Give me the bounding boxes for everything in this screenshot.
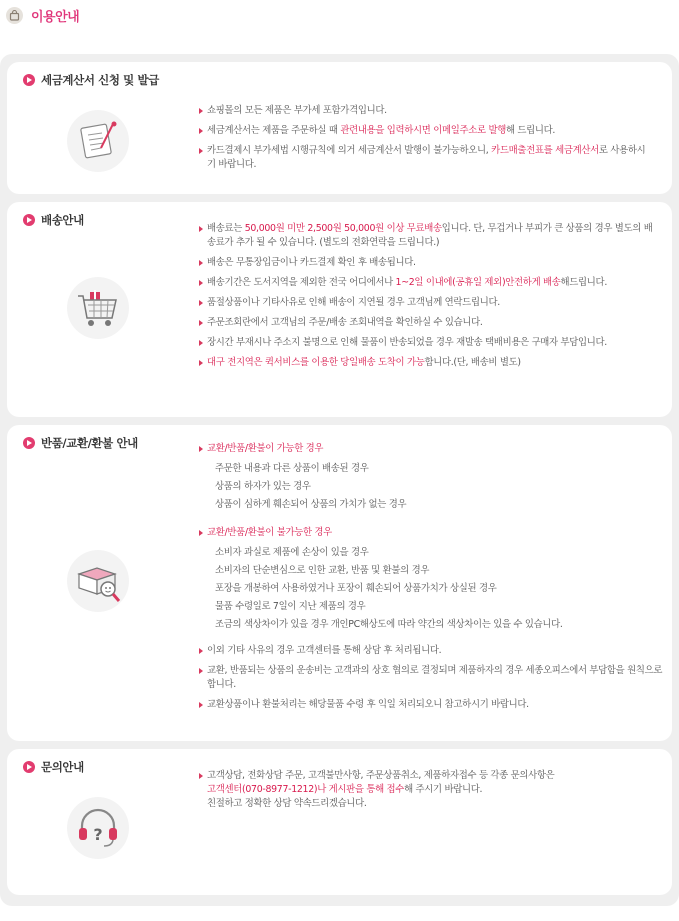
list-item: 쇼핑몰의 모든 제품은 부가세 포함가격입니다.	[198, 104, 648, 118]
shopping-bag-icon	[6, 7, 23, 24]
inquiry-text	[198, 769, 658, 817]
list-item: 상품의 하자가 있는 경우	[215, 481, 311, 492]
possible-heading: 교환/반품/환불이 가능한 경우	[198, 442, 663, 456]
section-title: 반품/교환/환불 안내	[23, 435, 138, 451]
section-delivery	[7, 202, 672, 417]
list-item: 조금의 색상차이가 있을 경우 개인PC해상도에 따라 약간의 색상차이는 있을 수 있습니다.	[215, 619, 563, 630]
tax-invoice-list	[198, 104, 648, 178]
list-item: 배송료는 50,000원 미만 2,500원 50,000원 이상 무료배송입니다. 단, 무겁거나 부피가 큰 상품의 경우 별도의 배송료가 추가 될 수 있습니다. (별도의 전화연락을 드립니다.)	[198, 222, 653, 250]
list-item: 이외 기타 사유의 경우 고객센터를 통해 상담 후 처리됩니다.	[198, 644, 663, 658]
section-title: 문의안내	[23, 759, 84, 775]
play-bullet-icon	[23, 437, 35, 449]
list-item: 배송은 무통장입금이나 카드결제 확인 후 배송됩니다.	[198, 256, 653, 270]
document-pen-icon	[67, 110, 129, 172]
list-item: 품절상품이나 기타사유로 인해 배송이 지연될 경우 고객님께 연락드립니다.	[198, 296, 653, 310]
svg-text:?: ?	[93, 825, 103, 844]
box-magnifier-icon	[67, 550, 129, 612]
delivery-list	[198, 222, 653, 376]
list-item: 고객상담, 전화상담 주문, 고객불만사항, 주문상품취소, 제품하자접수 등 각종 문의사항은 고객센터(070-8977-1212)나 게시판을 통해 접수해 주시기 바랍니다. 친절하고 정확한 상담 약속드리겠습니다.	[198, 769, 658, 811]
section-tax-invoice	[7, 62, 672, 194]
list-item: 교환상품이나 환불처리는 해당물품 수령 후 익일 처리되오니 참고하시기 바랍니다.	[198, 698, 663, 712]
shopping-cart-icon	[67, 277, 129, 339]
impossible-heading: 교환/반품/환불이 불가능한 경우	[198, 526, 663, 540]
section-returns	[7, 425, 672, 741]
returns-content	[198, 442, 663, 718]
list-item: 세금계산서는 제품을 주문하실 때 관련내용을 입력하시면 이메일주소로 발행해 드립니다.	[198, 124, 648, 138]
list-item: 상품이 심하게 훼손되어 상품의 가치가 없는 경우	[215, 499, 407, 510]
list-item: 소비자의 단순변심으로 인한 교환, 반품 및 환불의 경우	[215, 565, 430, 576]
list-item: 소비자 과실로 제품에 손상이 있을 경우	[215, 547, 369, 558]
play-bullet-icon	[23, 74, 35, 86]
info-panel	[0, 54, 679, 906]
play-bullet-icon	[23, 214, 35, 226]
page-title: 이용안내	[31, 9, 80, 25]
page-header	[6, 5, 79, 25]
list-item: 주문조회란에서 고객님의 주문/배송 조회내역을 확인하실 수 있습니다.	[198, 316, 653, 330]
list-item: 주문한 내용과 다른 상품이 배송된 경우	[215, 463, 369, 474]
section-title: 배송안내	[23, 212, 84, 228]
play-bullet-icon	[23, 761, 35, 773]
list-item: 카드결제시 부가세법 시행규칙에 의거 세금계산서 발행이 불가능하오니, 카드매출전표를 세금계산서로 사용하시기 바랍니다.	[198, 144, 648, 172]
headset-question-icon	[67, 797, 129, 859]
list-item: 물품 수령일로 7일이 지난 제품의 경우	[215, 601, 366, 612]
list-item: 포장을 개봉하여 사용하였거나 포장이 훼손되어 상품가치가 상실된 경우	[215, 583, 497, 594]
list-item: 교환, 반품되는 상품의 운송비는 고객과의 상호 협의로 결정되며 제품하자의 경우 세종오피스에서 부담함을 원칙으로 합니다.	[198, 664, 663, 692]
list-item: 장시간 부재시나 주소지 불명으로 인해 물품이 반송되었을 경우 재발송 택배비용은 구매자 부담입니다.	[198, 336, 653, 350]
list-item: 배송기간은 도서지역을 제외한 전국 어디에서나 1~2일 이내에(공휴일 제외)안전하게 배송해드립니다.	[198, 276, 653, 290]
section-title: 세금계산서 신청 및 발급	[23, 72, 159, 88]
list-item: 대구 전지역은 퀵서비스를 이용한 당일배송 도착이 가능합니다.(단, 배송비 별도)	[198, 356, 653, 370]
section-inquiry	[7, 749, 672, 895]
